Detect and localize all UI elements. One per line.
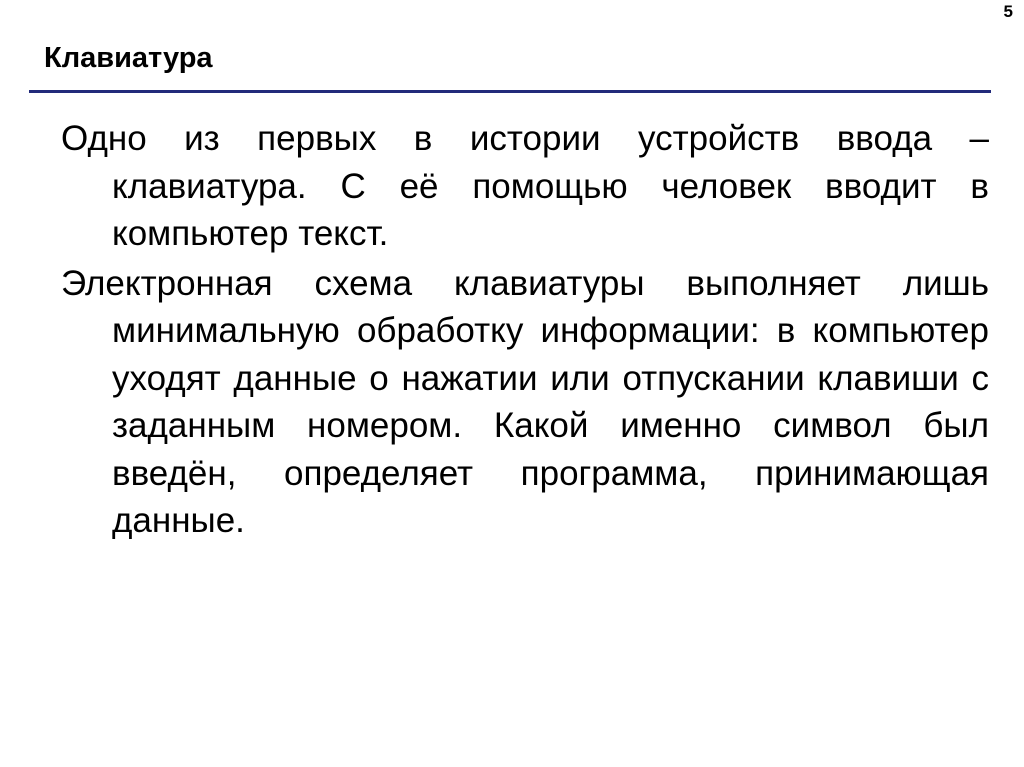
slide-number: 5	[1003, 2, 1013, 21]
paragraph-keyboard-history: Одно из первых в истории устройств ввода – клавиатура. С её помощью человек вводит в компьютер текст.	[61, 119, 989, 253]
slide-body	[61, 115, 989, 547]
paragraph-keyboard-circuit: Электронная схема клавиатуры выполняет лишь минимальную обработку информации: в компьютер уходят данные о нажатии или отпускании клавиши с заданным номером. Какой именно символ был введён, определяет программа, принимающая данные.	[61, 263, 989, 540]
slide-title: Клавиатура	[44, 42, 213, 74]
title-divider	[29, 90, 991, 93]
